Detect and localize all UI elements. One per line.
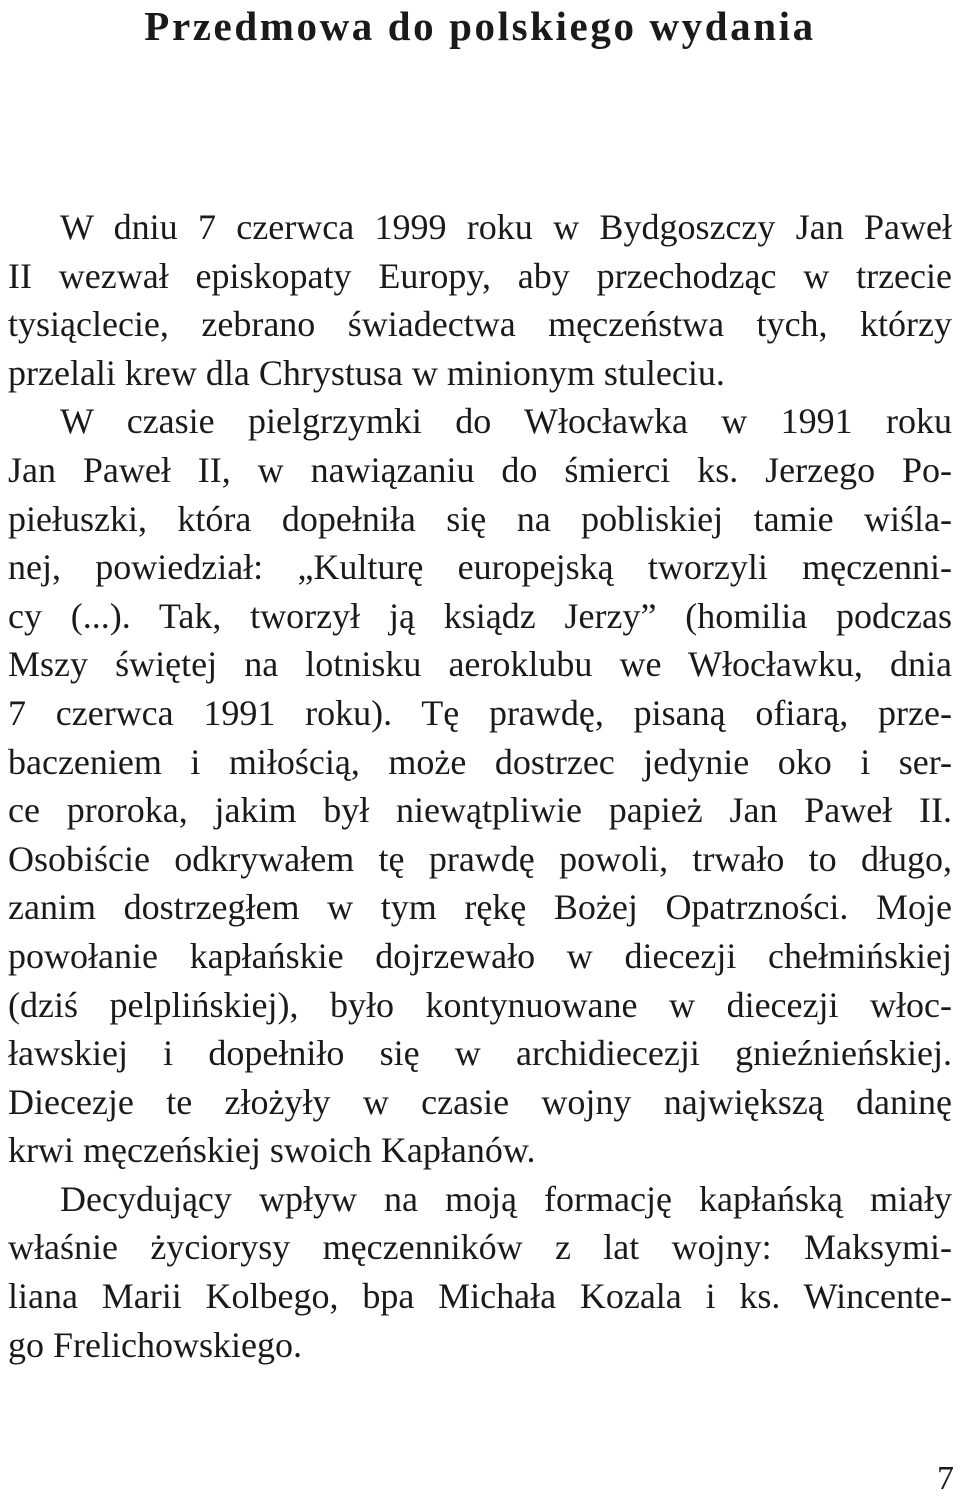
text-line: cy (...). Tak, tworzył ją ksiądz Jerzy” (homilia podczas	[8, 595, 952, 636]
text-line: nej, powiedział: „Kulturę europejską tworzyli męczenni-	[8, 547, 952, 588]
text-line: piełuszki, która dopełniła się na pobliskiej tamie wiśla-	[8, 498, 952, 539]
text-line: ławskiej i dopełniło się w archidiecezji gnieźnieńskiej.	[8, 1033, 952, 1074]
text-line: krwi męczeńskiej swoich Kapłanów.	[8, 1130, 536, 1171]
text-line: Mszy świętej na lotnisku aeroklubu we Włocławku, dnia	[8, 644, 952, 685]
text-line: W czasie pielgrzymki do Włocławka w 1991 roku	[60, 401, 952, 442]
text-line: II wezwał episkopaty Europy, aby przechodząc w trzecie	[8, 255, 952, 296]
text-line: 7 czerwca 1991 roku). Tę prawdę, pisaną ofiarą, prze-	[8, 692, 952, 733]
text-line: powołanie kapłańskie dojrzewało w diecezji chełmińskiej	[8, 935, 952, 976]
text-line: Decydujący wpływ na moją formację kapłańską miały	[60, 1178, 952, 1219]
text-line: ce proroka, jakim był niewątpliwie papież Jan Paweł II.	[8, 790, 952, 831]
text-line: (dziś pelplińskiej), było kontynuowane w diecezji włoc-	[8, 984, 952, 1025]
text-line: baczeniem i miłością, może dostrzec jedynie oko i ser-	[8, 741, 952, 782]
text-line: Diecezje te złożyły w czasie wojny największą daninę	[8, 1081, 952, 1122]
text-line: tysiąclecie, zebrano świadectwa męczeństwa tych, którzy	[8, 304, 952, 345]
text-line: liana Marii Kolbego, bpa Michała Kozala i ks. Wincente-	[8, 1276, 952, 1317]
paragraph-2	[8, 1175, 952, 1369]
text-line: W dniu 7 czerwca 1999 roku w Bydgoszczy Jan Paweł	[60, 207, 952, 247]
body-text	[8, 203, 952, 1369]
text-line: przelali krew dla Chrystusa w minionym stuleciu.	[8, 352, 725, 393]
text-line: zanim dostrzegłem w tym rękę Bożej Opatrzności. Moje	[8, 887, 952, 928]
chapter-title: Przedmowa do polskiego wydania	[144, 3, 816, 49]
text-line: Osobiście odkrywałem tę prawdę powoli, trwało to długo,	[8, 838, 952, 879]
page-number: 7	[937, 1460, 954, 1497]
text-line: go Frelichowskiego.	[8, 1324, 302, 1365]
text-line: właśnie życiorysy męczenników z lat wojny: Maksymi-	[8, 1227, 952, 1268]
paragraph-1	[8, 203, 952, 1175]
text-line: Jan Paweł II, w nawiązaniu do śmierci ks. Jerzego Po-	[8, 449, 952, 490]
